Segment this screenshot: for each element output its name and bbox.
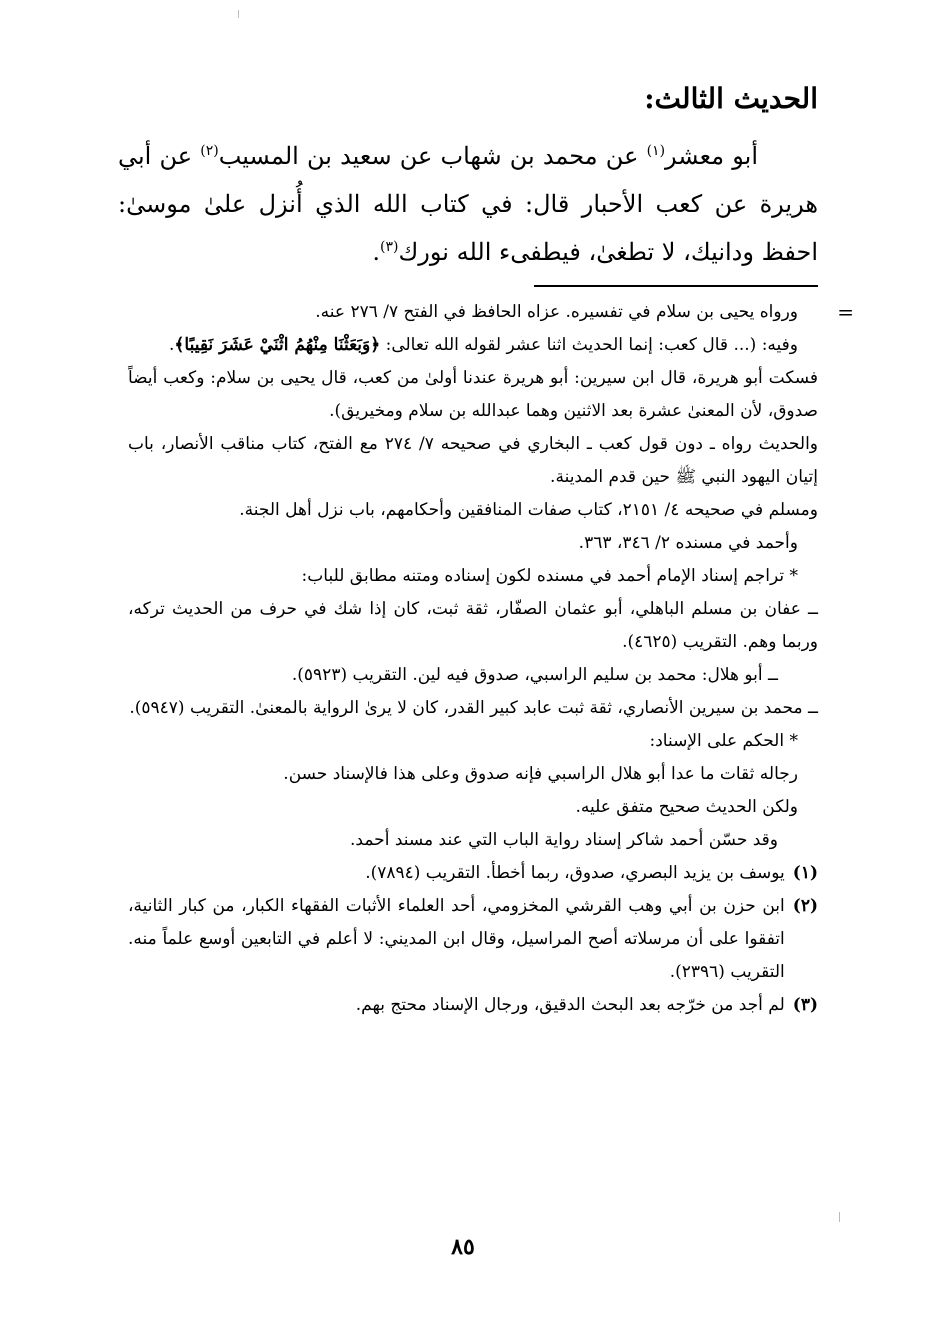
narrator-entry: ــ محمد بن سيرين الأنصاري، ثقة ثبت عابد كبير القدر، كان لا يرىٰ الرواية بالمعنىٰ. التقريب (٥٩٤٧). (129, 698, 818, 718)
footnote-3 (128, 989, 818, 1022)
continuation-note (128, 296, 854, 857)
note-paragraph: وأحمد في مسنده ٢/ ٣٤٦، ٣٦٣. (578, 533, 798, 553)
footnote-separator (534, 285, 818, 287)
scan-mark (238, 10, 239, 18)
narrator-entry: ــ أبو هلال: محمد بن سليم الراسبي، صدوق فيه لين. التقريب (٥٩٢٣). (291, 665, 778, 685)
note-text: وفيه: (... قال كعب: إنما الحديث اثنا عشر لقوله الله تعالى: (380, 335, 798, 355)
hadith-text-part: . (372, 238, 381, 266)
note-paragraph: * الحكم على الإسناد: (649, 731, 798, 751)
hadith-paragraph (118, 132, 818, 276)
footnote-text: لم أجد من خرّجه بعد البحث الدقيق، ورجال الإسناد محتج بهم. (355, 995, 785, 1015)
hadith-text-part: عن أبي هريرة عن كعب الأحبار قال: في كتاب الله الذي أُنزل علىٰ موسىٰ: احفظ ودانيك، لا تطغىٰ، فيطفىء الله نورك (118, 142, 818, 266)
note-paragraph: وقد حسّن أحمد شاكر إسناد رواية الباب التي عند مسند أحمد. (350, 830, 778, 850)
note-paragraph: فسكت أبو هريرة، قال ابن سيرين: أبو هريرة عندنا أولىٰ من كعب، قال يحيى بن سلام: وكعب أيضاً صدوق، لأن المعنىٰ عشرة بعد الاثنين وهما عبدالله بن سلام ومخيريق). (128, 368, 818, 421)
quran-verse: ﴿وَبَعَثْنَا مِنْهُمُ اثْنَيْ عَشَرَ نَقِيبًا﴾ (174, 335, 381, 355)
footnote-number: (٢) (792, 896, 818, 916)
hadith-text-part: أبو معشر (665, 142, 759, 170)
hadith-heading: الحديث الثالث: (644, 82, 818, 115)
footnote-text: ابن حزن بن أبي وهب القرشي المخزومي، أحد العلماء الأثبات الفقهاء الكبار، من كبار الثانية، اتفقوا على أن مرسلاته أصح المراسيل، وقال ابن المديني: لا أعلم في التابعين أوسع علماً منه. التقريب (٢٣٩٦). (128, 896, 785, 982)
note-paragraph: والحديث رواه ـ دون قول كعب ـ البخاري في صحيحه ٧/ ٢٧٤ مع الفتح، كتاب مناقب الأنصار، باب إتيان اليهود النبي ﷺ حين قدم المدينة. (128, 434, 818, 487)
note-paragraph: رجاله ثقات ما عدا أبو هلال الراسبي فإنه صدوق وعلى هذا فالإسناد حسن. (283, 764, 798, 784)
note-paragraph: * تراجم إسناد الإمام أحمد في مسنده لكون إسناده ومتنه مطابق للباب: (301, 566, 798, 586)
footnote-ref-1[interactable]: (١) (646, 143, 666, 159)
scan-mark (839, 1212, 840, 1222)
hadith-text-part: عن محمد بن شهاب عن سعيد بن المسيب (218, 142, 647, 170)
footnote-2 (128, 890, 818, 989)
footnotes-section (128, 296, 854, 1022)
note-paragraph: ولكن الحديث صحيح متفق عليه. (575, 797, 798, 817)
note-paragraph (128, 329, 818, 362)
footnote-text: يوسف بن يزيد البصري، صدوق، ربما أخطأ. التقريب (٧٨٩٤). (365, 863, 785, 883)
footnote-1 (128, 857, 818, 890)
note-text: . (169, 335, 175, 355)
footnote-ref-2[interactable]: (٢) (200, 143, 219, 159)
footnote-number: (٣) (792, 995, 818, 1015)
footnote-number: (١) (792, 863, 818, 883)
hadith-text (118, 132, 818, 276)
continuation-mark: = (837, 300, 854, 324)
page-number: ٨٥ (451, 1234, 475, 1260)
narrator-entry: ــ عفان بن مسلم الباهلي، أبو عثمان الصفّار، ثقة ثبت، كان إذا شك في حرف من الحديث تركه، وربما وهم. التقريب (٤٦٢٥). (128, 599, 818, 652)
note-paragraph: ومسلم في صحيحه ٤/ ٢١٥١، كتاب صفات المنافقين وأحكامهم، باب نزل أهل الجنة. (239, 500, 818, 520)
footnote-ref-3[interactable]: (٣) (380, 239, 399, 255)
note-paragraph: ورواه يحيى بن سلام في تفسيره. عزاه الحافظ في الفتح ٧/ ٢٧٦ عنه. (315, 302, 798, 322)
